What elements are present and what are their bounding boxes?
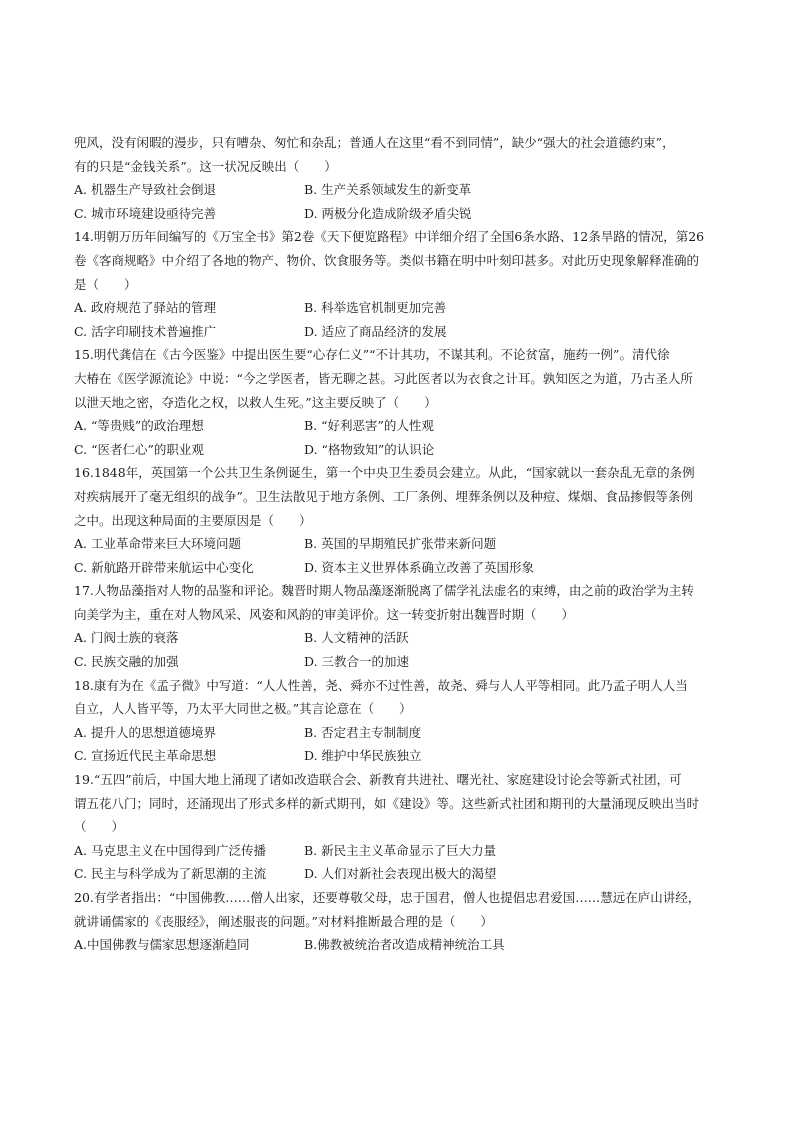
question-13-option-b: B. 生产关系领域发生的新变革 (304, 182, 472, 198)
question-15-option-b: B. “好利恶害”的人性观 (304, 418, 434, 434)
question-16-option-c: C. 新航路开辟带来航运中心变化 (74, 559, 254, 575)
question-17-option-c: C. 民族交融的加强 (74, 654, 179, 670)
question-14-stem-line-2: 卷《客商规略》中介绍了各地的物产、物价、饮食服务等。类似书籍在明中叶刻印甚多。对此历史现象解释准确的 (74, 252, 700, 268)
question-20-stem-line-1: 20.有学者指出：“中国佛教……僧人出家，还要尊敬父母，忠于国君，僧人也提倡忠君爱国……慧远在庐山讲经， (74, 890, 701, 905)
question-13-option-a: A. 机器生产导致社会倒退 (74, 182, 216, 198)
question-14-option-c: C. 活字印刷技术普遍推广 (74, 323, 217, 339)
question-16-option-a: A. 工业革命带来巨大环境问题 (74, 536, 241, 552)
question-15-stem-line-1: 15.明代龚信在《古今医鉴》中提出医生要“心存仁义”“不计其功，不谋其利。不论贫富，施药一例”。清代徐 (74, 347, 670, 363)
question-18-stem-line-1: 18.康有为在《孟子微》中写道：“人人性善，尧、舜亦不过性善，故尧、舜与人人平等相同。此乃孟子明人人当 (74, 677, 688, 693)
question-15 (74, 343, 724, 461)
question-20-stem-line-2: 就讲诵儒家的《丧服经》，阐述服丧的问题。”对材料推断最合理的是（ ） (74, 913, 493, 929)
question-list (74, 131, 724, 957)
question-14-option-d: D. 适应了商品经济的发展 (304, 323, 447, 339)
question-18 (74, 674, 724, 768)
question-19-stem-line-3: （ ） (74, 819, 125, 835)
question-20-option-a: A.中国佛教与儒家思想逐渐趋同 (74, 937, 250, 953)
question-17-stem-line-1: 17.人物品藻指对人物的品鉴和评论。魏晋时期人物品藻逐渐脱离了儒学礼法虚名的束缚，由之前的政治学为主转 (74, 583, 694, 599)
question-16-stem-line-2: 对疾病展开了毫无组织的战争”。卫生法散见于地方条例、工厂条例、埋葬条例以及种痘、煤烟、食品掺假等条例 (74, 488, 693, 504)
question-13-stem-line-2: 有的只是“金钱关系”。这一状况反映出（ ） (74, 158, 337, 174)
question-16 (74, 461, 724, 579)
question-19 (74, 768, 724, 886)
question-19-option-b: B. 新民主主义革命显示了巨大力量 (304, 842, 497, 858)
question-13 (74, 131, 724, 225)
question-14 (74, 225, 724, 343)
question-18-option-b: B. 否定君主专制制度 (304, 724, 422, 740)
question-20 (74, 886, 724, 957)
question-18-option-c: C. 宣扬近代民主革命思想 (74, 748, 217, 764)
question-13-option-d: D. 两极分化造成阶级矛盾尖锐 (304, 205, 472, 221)
question-14-stem-line-1: 14.明朝万历年间编写的《万宝全书》第2卷《天下便览路程》中详细介绍了全国6条水路、12条旱路的情况，第26 (74, 229, 705, 245)
question-14-option-a: A. 政府规范了驿站的管理 (74, 300, 216, 316)
question-17-option-d: D. 三教合一的加速 (304, 654, 410, 670)
question-18-option-d: D. 维护中华民族独立 (304, 748, 422, 764)
question-19-stem-line-1: 19.“五四”前后，中国大地上涌现了诸如改造联合会、新教育共进社、曙光社、家庭建设讨论会等新式社团，可 (74, 772, 682, 788)
question-13-stem-line-1: 兜风，没有闲暇的漫步，只有嘈杂、匆忙和杂乱；普通人在这里“看不到同情”，缺少“强大的社会道德约束”， (74, 135, 675, 150)
question-15-option-a: A. “等贵贱”的政治理想 (74, 418, 204, 434)
question-17-option-a: A. 门阀士族的衰落 (74, 630, 179, 646)
question-17-stem-line-2: 向美学为主，重在对人物风采、风姿和风韵的审美评价。这一转变折射出魏晋时期（ ） (74, 606, 575, 622)
question-19-stem-line-2: 谓五花八门；同时，还涌现出了形式多样的新式期刊，如《建设》等。这些新式社团和期刊的大量涌现反映出当时 (74, 795, 700, 811)
question-18-stem-line-2: 自立，人人皆平等，乃太平大同世之极。”其言论意在（ ） (74, 701, 412, 717)
question-19-option-c: C. 民主与科学成为了新思潮的主流 (74, 866, 267, 882)
question-16-stem-line-3: 之中。出现这种局面的主要原因是（ ） (74, 512, 312, 528)
question-15-option-c: C. “医者仁心”的职业观 (74, 441, 204, 457)
question-16-option-b: B. 英国的早期殖民扩张带来新问题 (304, 536, 497, 552)
question-15-stem-line-2: 大椿在《医学源流论》中说：“今之学医者，皆无聊之甚。习此医者以为衣食之计耳。孰知医之为道，乃古圣人所 (74, 370, 693, 386)
question-17-option-b: B. 人文精神的活跃 (304, 630, 409, 646)
question-18-option-a: A. 提升人的思想道德境界 (74, 724, 216, 740)
question-17 (74, 579, 724, 673)
question-16-stem-line-1: 16.1848年，英国第一个公共卫生条例诞生，第一个中央卫生委员会建立。从此，“国家就以一套杂乱无章的条例 (74, 465, 695, 481)
question-14-stem-line-3: 是（ ） (74, 276, 137, 292)
question-14-option-b: B. 科举选官机制更加完善 (304, 300, 447, 316)
question-19-option-a: A. 马克思主义在中国得到广泛传播 (74, 842, 266, 858)
question-15-option-d: D. “格物致知”的认识论 (304, 441, 435, 457)
question-19-option-d: D. 人们对新社会表现出极大的渴望 (304, 866, 497, 882)
question-13-option-c: C. 城市环境建设亟待完善 (74, 205, 217, 221)
question-20-option-b: B.佛教被统治者改造成精神统治工具 (304, 937, 505, 953)
question-15-stem-line-3: 以泄天地之密，夺造化之权，以救人生死。”这主要反映了（ ） (74, 394, 437, 410)
question-16-option-d: D. 资本主义世界体系确立改善了英国形象 (304, 559, 535, 575)
